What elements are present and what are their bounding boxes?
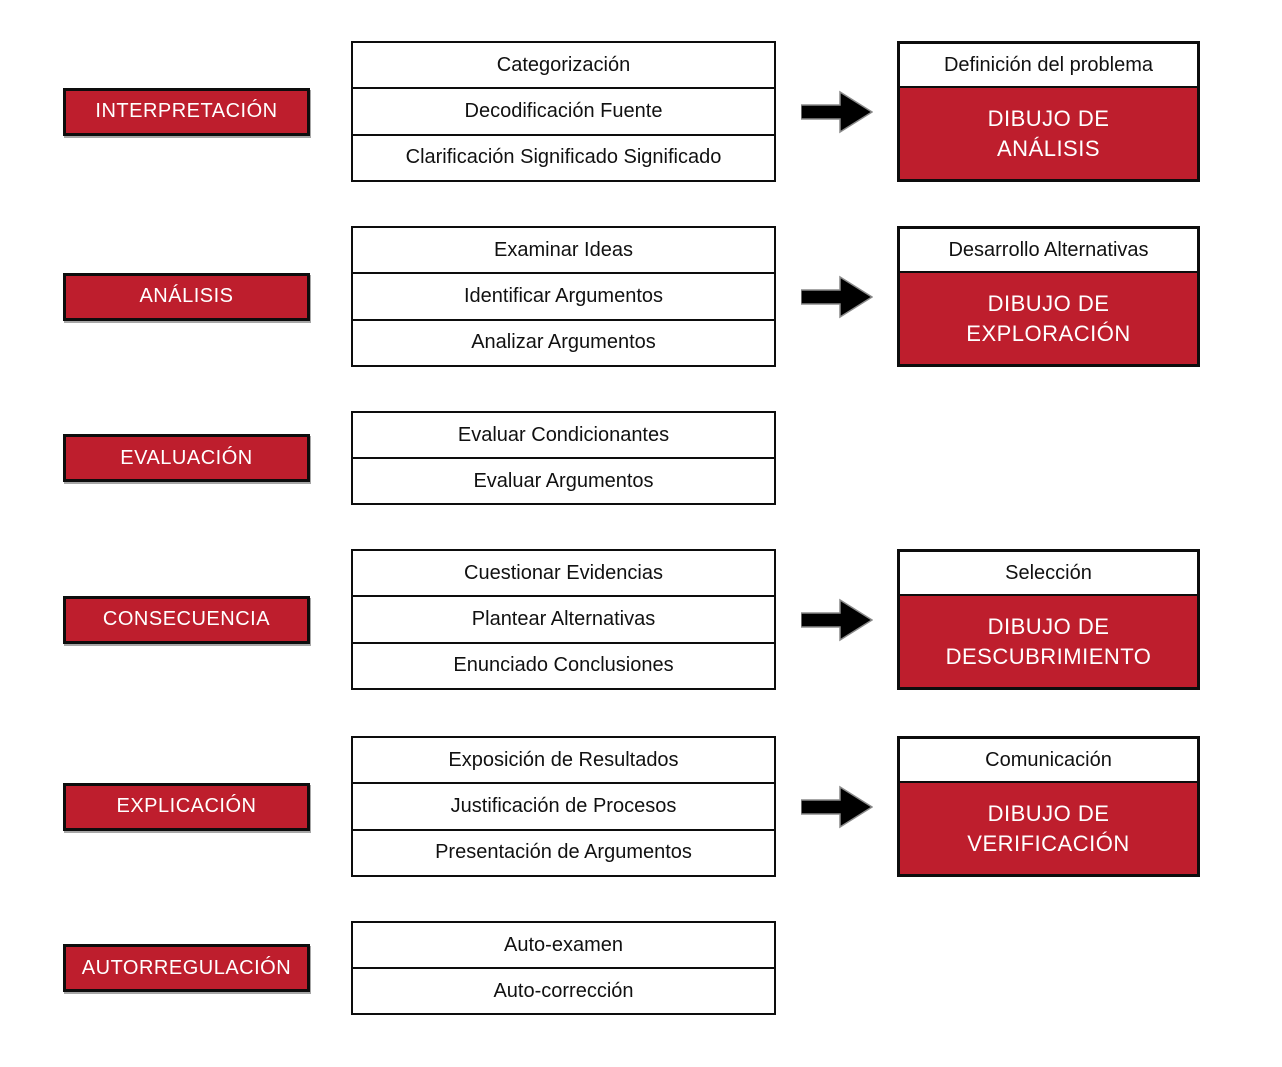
result-header: Selección — [900, 552, 1197, 596]
diagram-row-analisis — [0, 226, 1282, 367]
item-cell: Exposición de Resultados — [448, 748, 679, 771]
result-box — [897, 736, 1200, 877]
diagram-row-interpretacion — [0, 41, 1282, 182]
result-box — [897, 226, 1200, 367]
result-body-line: EXPLORACIÓN — [966, 320, 1131, 346]
items-box — [351, 411, 776, 505]
item-cell: Evaluar Argumentos — [353, 457, 774, 503]
item-cell: Examinar Ideas — [494, 238, 633, 261]
diagram-row-evaluacion — [0, 411, 1282, 505]
result-body-line: ANÁLISIS — [996, 135, 1101, 161]
items-box — [351, 41, 776, 182]
stage-label-text: AUTORREGULACIÓN — [81, 956, 292, 979]
stage-label-autorregulacion — [63, 944, 310, 992]
diagram-row-autorregulacion — [0, 921, 1282, 1015]
item-cell: Decodificación Fuente — [353, 87, 774, 133]
item-cell: Identificar Argumentos — [353, 272, 774, 318]
stage-label-text: EXPLICACIÓN — [116, 795, 257, 817]
stage-label-interpretacion — [63, 88, 310, 136]
result-body — [900, 783, 1197, 874]
item-cell: Categorización — [496, 53, 631, 76]
stage-label-evaluacion — [63, 434, 310, 482]
items-box — [351, 226, 776, 367]
right-arrow-icon — [801, 88, 873, 136]
item-cell: Auto-corrección — [353, 967, 774, 1013]
item-cell: Evaluar Condicionantes — [457, 423, 670, 446]
result-body-line: DIBUJO DE — [987, 105, 1110, 131]
result-body — [900, 273, 1197, 364]
item-cell: Clarificación Significado Significado — [353, 134, 774, 180]
items-box — [351, 549, 776, 690]
result-body-line: DIBUJO DE — [987, 800, 1110, 826]
item-cell: Justificación de Procesos — [353, 782, 774, 828]
stage-label-text: ANÁLISIS — [139, 285, 234, 307]
diagram-row-consecuencia — [0, 549, 1282, 690]
result-header: Definición del problema — [900, 44, 1197, 88]
result-body — [900, 88, 1197, 179]
result-body — [900, 596, 1197, 687]
item-cell: Plantear Alternativas — [353, 595, 774, 641]
item-cell: Presentación de Argumentos — [353, 829, 774, 875]
result-body-line: VERIFICACIÓN — [967, 830, 1130, 856]
result-box — [897, 41, 1200, 182]
stage-label-consecuencia — [63, 596, 310, 644]
stage-label-text: EVALUACIÓN — [120, 446, 253, 469]
stage-label-analisis — [63, 273, 310, 321]
result-header: Desarrollo Alternativas — [900, 229, 1197, 273]
stage-label-text: CONSECUENCIA — [102, 608, 271, 630]
result-body-line: DESCUBRIMIENTO — [945, 643, 1152, 669]
result-body-line: DIBUJO DE — [987, 290, 1110, 316]
right-arrow-icon — [801, 273, 873, 321]
item-cell: Cuestionar Evidencias — [464, 561, 663, 584]
items-box — [351, 736, 776, 877]
result-box — [897, 549, 1200, 690]
item-cell: Analizar Argumentos — [353, 319, 774, 365]
result-header: Comunicación — [900, 739, 1197, 783]
result-body-line: DIBUJO DE — [987, 613, 1110, 639]
stage-label-text: INTERPRETACIÓN — [95, 100, 278, 122]
item-cell: Enunciado Conclusiones — [353, 642, 774, 688]
right-arrow-icon — [801, 596, 873, 644]
item-cell: Auto-examen — [504, 933, 623, 956]
stage-label-explicacion — [63, 783, 310, 831]
diagram-row-explicacion — [0, 736, 1282, 877]
right-arrow-icon — [801, 783, 873, 831]
items-box — [351, 921, 776, 1015]
